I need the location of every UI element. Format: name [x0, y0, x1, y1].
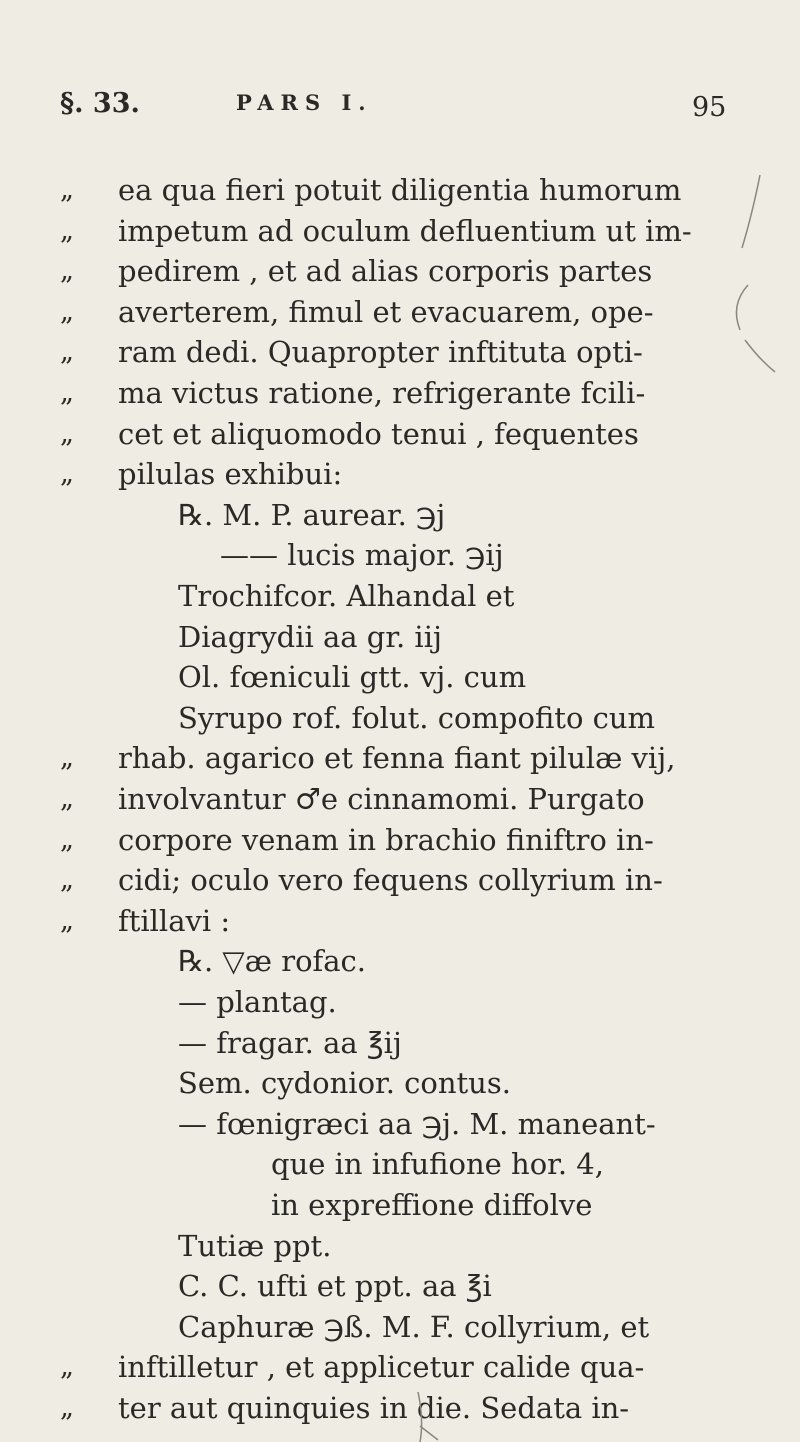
line-text: — fœnigræci aa ℈j. M. maneant-	[178, 1106, 656, 1141]
quote-mark: „	[60, 214, 74, 246]
line-text: que in infufione hor. 4,	[271, 1147, 604, 1182]
line-text: Caphuræ ℈ß. M. F. collyrium, et	[178, 1309, 650, 1344]
quote-mark: „	[60, 174, 74, 205]
line-text: pedirem , et ad alias corporis partes	[118, 254, 653, 289]
line-text: Tutiæ ppt.	[178, 1228, 332, 1263]
quote-mark: „	[60, 783, 74, 814]
line-text: — fragar. aa ℥ij	[178, 1025, 402, 1060]
quote-mark: „	[60, 458, 74, 490]
line-text: — plantag.	[178, 985, 337, 1019]
line-text: pilulas exhibui:	[118, 457, 343, 492]
line-text: Ol. fœniculi gtt. vj. cum	[178, 660, 527, 695]
quote-mark: „	[60, 742, 74, 774]
line-text: cidi; oculo vero fequens collyrium in-	[118, 863, 663, 898]
line-text: ea qua fieri potuit diligentia humorum	[118, 173, 682, 207]
line-text: —— lucis major. ℈ij	[220, 538, 504, 573]
quote-mark: „	[60, 336, 74, 368]
line-text: cet et aliquomodo tenui , fequentes	[118, 416, 639, 451]
page-number: 95	[692, 92, 727, 123]
quote-mark: „	[60, 377, 74, 408]
line-text: C. C. ufti et ppt. aa ℥i	[178, 1269, 492, 1304]
quote-mark: „	[60, 295, 74, 327]
line-text: corpore venam in brachio finiftro in-	[118, 822, 654, 857]
line-text: inftilletur , et applicetur calide qua-	[118, 1350, 645, 1385]
part-title: PARS I.	[236, 90, 373, 115]
line-text: ter aut quinquies in die. Sedata in-	[118, 1391, 630, 1425]
quote-mark: „	[60, 1351, 74, 1383]
line-text: involvantur ♂e cinnamomi. Purgato	[118, 782, 645, 816]
section-number: §. 33.	[60, 88, 140, 119]
line-text: Sem. cydonior. contus.	[178, 1066, 511, 1101]
line-text: Diagrydii aa gr. iij	[178, 619, 442, 654]
line-text: rhab. agarico et fenna fiant pilulæ vij,	[118, 741, 676, 776]
line-text: in expreffione diffolve	[271, 1188, 593, 1222]
quote-mark: „	[60, 823, 74, 855]
line-text: ma victus ratione, refrigerante fcili-	[118, 376, 646, 410]
line-text: averterem, fimul et evacuarem, ope-	[118, 294, 654, 329]
line-text: ram dedi. Quapropter inftituta opti-	[118, 335, 643, 370]
line-text: ℞. ▽æ rofac.	[178, 944, 367, 979]
line-text: impetum ad oculum defluentium ut im-	[118, 213, 692, 248]
quote-mark: „	[60, 904, 74, 936]
quote-mark: „	[60, 1392, 74, 1423]
quote-mark: „	[60, 864, 74, 896]
quote-mark: „	[60, 417, 74, 449]
line-text: ftillavi :	[118, 903, 231, 938]
line-text: Syrupo rof. folut. compofito cum	[178, 700, 656, 735]
line-text: ℞. M. P. aurear. ℈j	[178, 497, 446, 532]
line-text: Trochifcor. Alhandal et	[178, 579, 515, 613]
quote-mark: „	[60, 255, 74, 287]
